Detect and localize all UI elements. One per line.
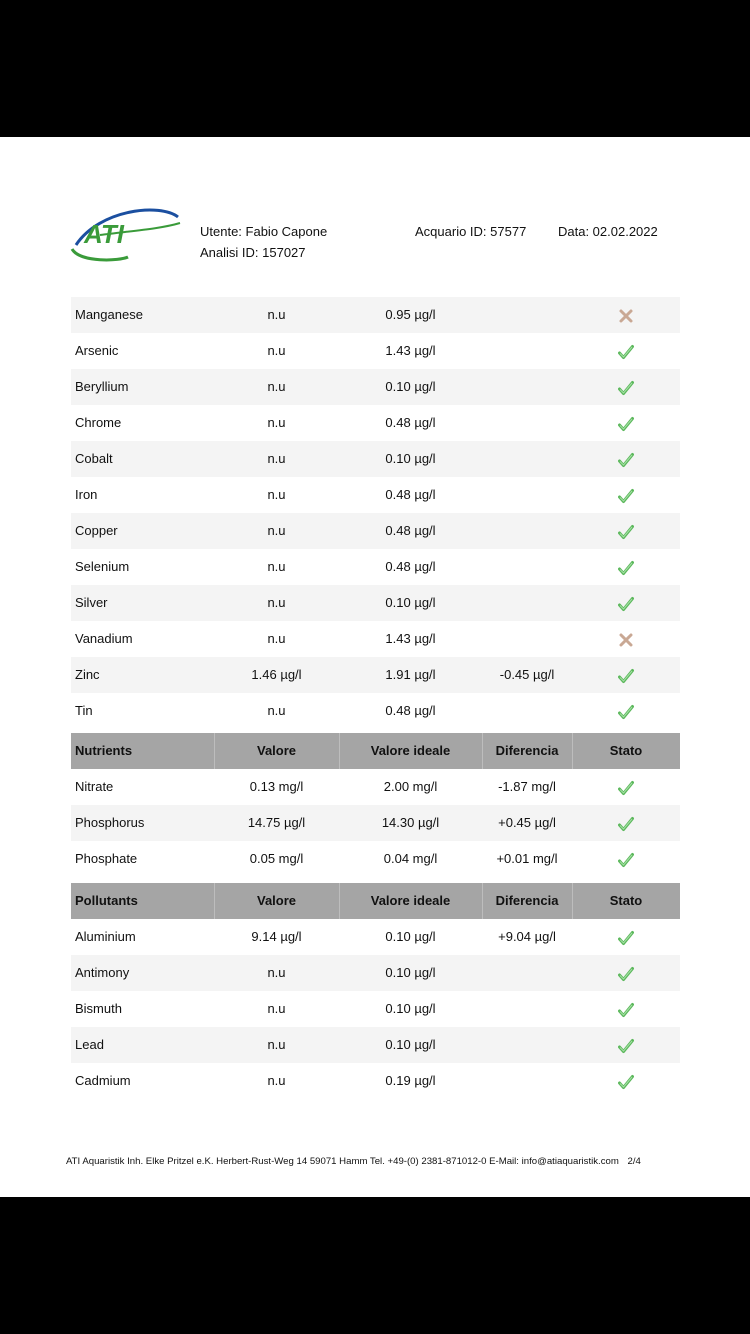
header-valore: Valore (256, 743, 297, 758)
parameter-name: Cobalt (75, 451, 113, 466)
table-row (71, 1063, 680, 1099)
parameter-name: Arsenic (75, 343, 119, 358)
difference-value (482, 333, 572, 369)
table-header (71, 883, 680, 919)
ideal-value: 0.48 µg/l (385, 487, 436, 502)
header-diferencia: Diferencia (495, 743, 559, 758)
ideal-value: 0.48 µg/l (385, 559, 436, 574)
header-separator (482, 883, 483, 919)
check-icon (618, 1002, 634, 1018)
measured-value: n.u (267, 703, 286, 718)
parameter-name: Antimony (75, 965, 130, 980)
parameter-name: Silver (75, 595, 108, 610)
parameter-name: Bismuth (75, 1001, 122, 1016)
difference-value (482, 991, 572, 1027)
parameter-name: Lead (75, 1037, 104, 1052)
measured-value: n.u (267, 487, 286, 502)
header-valore: Valore (256, 893, 297, 908)
measured-value: n.u (267, 1073, 286, 1088)
status-cell (572, 657, 680, 693)
measured-value: 0.13 mg/l (249, 779, 304, 794)
table-row (71, 657, 680, 693)
ideal-value: 2.00 mg/l (383, 779, 438, 794)
status-cell (572, 333, 680, 369)
table-row (71, 621, 680, 657)
footer-text: ATI Aquaristik Inh. Elke Pritzel e.K. Herbert-Rust-Weg 14 59071 Hamm Tel. +49-(0) 2381-871012-0 E-Mail: info@atiaquaristik.com (66, 1156, 619, 1167)
page-number: 2/4 (627, 1156, 641, 1167)
difference-value (482, 513, 572, 549)
measured-value: n.u (267, 523, 286, 538)
check-icon (618, 488, 634, 504)
report-date: Data: 02.02.2022 (558, 224, 658, 239)
parameter-name: Iron (75, 487, 98, 502)
check-icon (618, 930, 634, 946)
ideal-value: 14.30 µg/l (381, 815, 440, 830)
footer (66, 1156, 641, 1167)
user-name: Utente: Fabio Capone (200, 224, 328, 239)
header-ideale: Valore ideale (370, 893, 451, 908)
status-cell (572, 955, 680, 991)
difference-value (482, 477, 572, 513)
difference-value: -0.45 µg/l (499, 667, 555, 682)
ideal-value: 0.04 mg/l (383, 851, 438, 866)
parameter-name: Zinc (75, 667, 100, 682)
difference-value: -1.87 mg/l (498, 779, 556, 794)
difference-value: +0.01 mg/l (496, 851, 558, 866)
ideal-value: 0.10 µg/l (385, 595, 436, 610)
elements-table (71, 297, 680, 729)
header-separator (572, 733, 573, 769)
difference-value (482, 297, 572, 333)
difference-value (482, 369, 572, 405)
difference-value (482, 1027, 572, 1063)
status-cell (572, 1063, 680, 1099)
measured-value: 0.05 mg/l (249, 851, 304, 866)
measured-value: 14.75 µg/l (247, 815, 306, 830)
check-icon (618, 452, 634, 468)
measured-value: n.u (267, 595, 286, 610)
header-stato: Stato (609, 893, 643, 908)
check-icon (618, 416, 634, 432)
status-cell (572, 549, 680, 585)
difference-value (482, 549, 572, 585)
table-row (71, 919, 680, 955)
header-separator (339, 733, 340, 769)
ideal-value: 0.10 µg/l (385, 1037, 436, 1052)
status-cell (572, 405, 680, 441)
ideal-value: 0.10 µg/l (385, 929, 436, 944)
cross-icon (618, 632, 634, 648)
measured-value: n.u (267, 451, 286, 466)
difference-value: +9.04 µg/l (498, 929, 556, 944)
difference-value (482, 1063, 572, 1099)
header-ideale: Valore ideale (370, 743, 451, 758)
report-page (0, 137, 750, 1197)
header-separator (214, 733, 215, 769)
table-row (71, 585, 680, 621)
status-cell (572, 441, 680, 477)
check-icon (618, 816, 634, 832)
parameter-name: Phosphate (75, 851, 138, 866)
check-icon (618, 1038, 634, 1054)
ideal-value: 0.10 µg/l (385, 1001, 436, 1016)
check-icon (618, 560, 634, 576)
difference-value (482, 693, 572, 729)
status-cell (572, 769, 680, 805)
measured-value: n.u (267, 379, 286, 394)
header-stato: Stato (609, 743, 643, 758)
difference-value (482, 955, 572, 991)
check-icon (618, 1074, 634, 1090)
table-row (71, 297, 680, 333)
table-row (71, 841, 680, 877)
ati-logo (70, 205, 182, 263)
status-cell (572, 297, 680, 333)
cross-icon (618, 308, 634, 324)
parameter-name: Aluminium (75, 929, 136, 944)
parameter-name: Chrome (75, 415, 122, 430)
ideal-value: 1.43 µg/l (385, 631, 436, 646)
table-row (71, 991, 680, 1027)
check-icon (618, 780, 634, 796)
status-cell (572, 805, 680, 841)
ideal-value: 0.95 µg/l (385, 307, 436, 322)
ideal-value: 1.91 µg/l (385, 667, 436, 682)
status-cell (572, 513, 680, 549)
status-cell (572, 477, 680, 513)
check-icon (618, 966, 634, 982)
header-category: Pollutants (75, 893, 138, 908)
header-separator (482, 733, 483, 769)
difference-value: +0.45 µg/l (498, 815, 556, 830)
ideal-value: 0.10 µg/l (385, 965, 436, 980)
table-row (71, 513, 680, 549)
parameter-name: Vanadium (75, 631, 133, 646)
status-cell (572, 991, 680, 1027)
logo-text: ATI (84, 219, 124, 249)
check-icon (618, 380, 634, 396)
aquarium-id: Acquario ID: 57577 (415, 224, 527, 239)
table-row (71, 369, 680, 405)
ideal-value: 0.10 µg/l (385, 451, 436, 466)
measured-value: n.u (267, 631, 286, 646)
parameter-name: Selenium (75, 559, 130, 574)
header-separator (572, 883, 573, 919)
measured-value: n.u (267, 415, 286, 430)
check-icon (618, 852, 634, 868)
measured-value: n.u (267, 1001, 286, 1016)
status-cell (572, 841, 680, 877)
measured-value: n.u (267, 1037, 286, 1052)
table-row (71, 441, 680, 477)
difference-value (482, 405, 572, 441)
parameter-name: Phosphorus (75, 815, 145, 830)
status-cell (572, 693, 680, 729)
nutrients-table (71, 733, 680, 877)
measured-value: n.u (267, 965, 286, 980)
ideal-value: 0.48 µg/l (385, 415, 436, 430)
table-row (71, 549, 680, 585)
header-diferencia: Diferencia (495, 893, 559, 908)
status-cell (572, 585, 680, 621)
header-category: Nutrients (75, 743, 133, 758)
status-cell (572, 1027, 680, 1063)
status-cell (572, 621, 680, 657)
table-row (71, 477, 680, 513)
parameter-name: Nitrate (75, 779, 114, 794)
check-icon (618, 596, 634, 612)
pollutants-table (71, 883, 680, 1099)
table-header (71, 733, 680, 769)
table-row (71, 769, 680, 805)
parameter-name: Beryllium (75, 379, 129, 394)
difference-value (482, 441, 572, 477)
table-row (71, 805, 680, 841)
analysis-id: Analisi ID: 157027 (200, 245, 306, 260)
ideal-value: 0.48 µg/l (385, 703, 436, 718)
header-separator (339, 883, 340, 919)
check-icon (618, 344, 634, 360)
parameter-name: Tin (75, 703, 93, 718)
parameter-name: Copper (75, 523, 118, 538)
measured-value: 1.46 µg/l (251, 667, 302, 682)
report-header (0, 137, 750, 287)
status-cell (572, 369, 680, 405)
difference-value (482, 621, 572, 657)
measured-value: n.u (267, 559, 286, 574)
header-separator (214, 883, 215, 919)
measured-value: n.u (267, 343, 286, 358)
difference-value (482, 585, 572, 621)
ideal-value: 0.10 µg/l (385, 379, 436, 394)
ideal-value: 0.19 µg/l (385, 1073, 436, 1088)
measured-value: n.u (267, 307, 286, 322)
check-icon (618, 668, 634, 684)
check-icon (618, 704, 634, 720)
parameter-name: Cadmium (75, 1073, 131, 1088)
table-row (71, 405, 680, 441)
ideal-value: 0.48 µg/l (385, 523, 436, 538)
status-cell (572, 919, 680, 955)
table-row (71, 693, 680, 729)
table-row (71, 1027, 680, 1063)
table-row (71, 333, 680, 369)
parameter-name: Manganese (75, 307, 143, 322)
check-icon (618, 524, 634, 540)
ideal-value: 1.43 µg/l (385, 343, 436, 358)
table-row (71, 955, 680, 991)
measured-value: 9.14 µg/l (251, 929, 302, 944)
